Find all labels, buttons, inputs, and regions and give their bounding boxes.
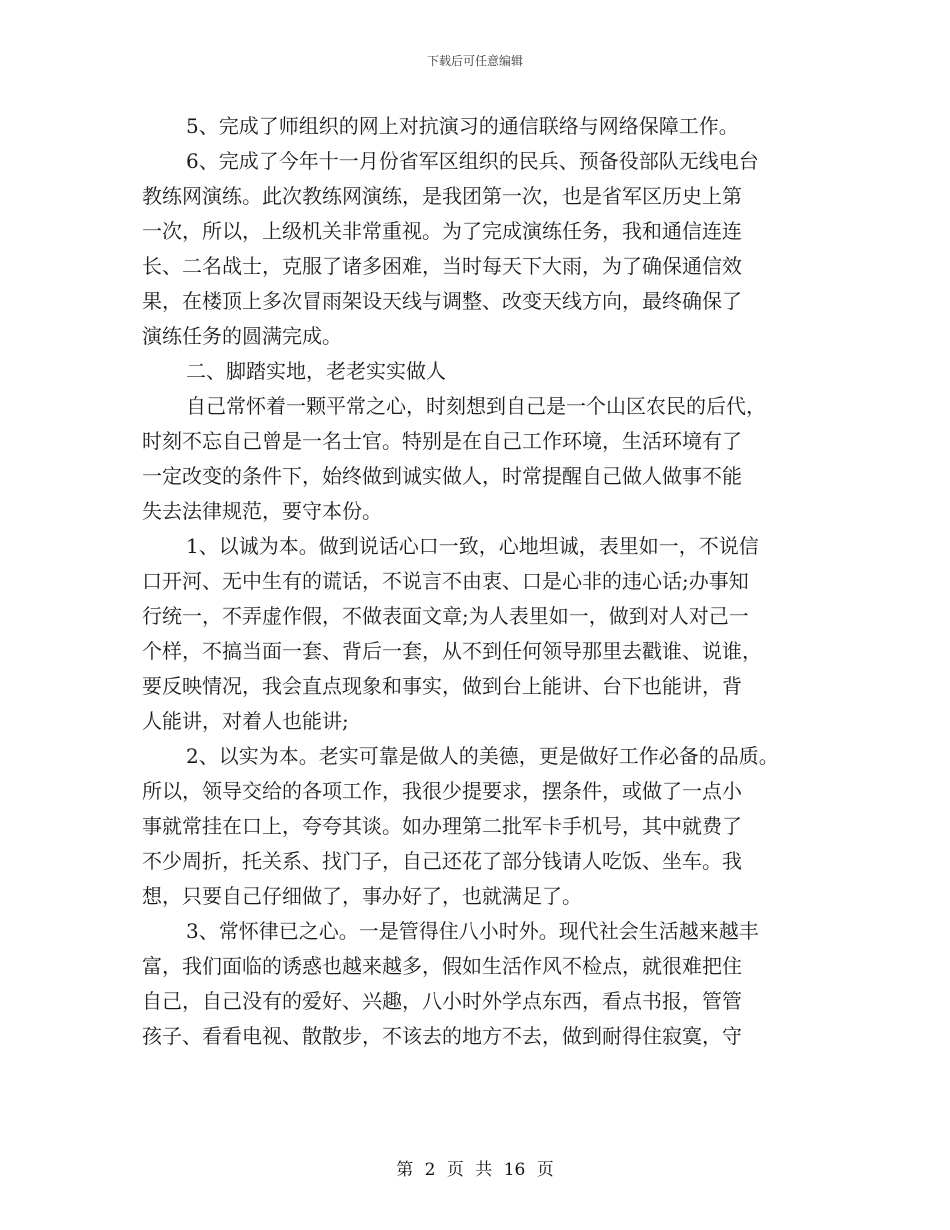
page-footer: 第 2 页 共 16 页 bbox=[396, 1160, 554, 1180]
text-line: 失去法律规范，要守本份。 bbox=[142, 499, 382, 523]
text-line: 不少周折，托关系、找门子，自己还花了部分钱请人吃饭、坐车。我 bbox=[142, 849, 742, 873]
text-line: 3、常怀律已之心。一是管得住八小时外。现代社会生活越来越丰 bbox=[186, 919, 759, 943]
text-line: 行统一，不弄虚作假，不做表面文章;为人表里如一，做到对人对己一 bbox=[142, 604, 749, 628]
text-line: 口开河、无中生有的谎话，不说言不由衷、口是心非的违心话;办事知 bbox=[142, 569, 749, 593]
text-line: 一次，所以，上级机关非常重视。为了完成演练任务，我和通信连连 bbox=[142, 219, 742, 243]
section-heading: 二、脚踏实地，老老实实做人 bbox=[186, 359, 446, 383]
text-line: 教练网演练。此次教练网演练，是我团第一次，也是省军区历史上第 bbox=[142, 184, 742, 208]
text-line: 果，在楼顶上多次冒雨架设天线与调整、改变天线方向，最终确保了 bbox=[142, 289, 742, 313]
text-line: 想，只要自己仔细做了，事办好了，也就满足了。 bbox=[142, 884, 582, 908]
text-line: 人能讲，对着人也能讲; bbox=[142, 709, 349, 733]
text-line: 自己常怀着一颗平常之心，时刻想到自己是一个山区农民的后代， bbox=[186, 394, 766, 418]
text-line: 自己，自己没有的爱好、兴趣，八小时外学点东西，看点书报，管管 bbox=[142, 989, 742, 1013]
text-line: 5、完成了师组织的网上对抗演习的通信联络与网络保障工作。 bbox=[186, 114, 739, 138]
text-line: 1、以诚为本。做到说话心口一致，心地坦诚，表里如一，不说信 bbox=[186, 534, 759, 558]
text-line: 要反映情况，我会直点现象和事实，做到台上能讲、台下也能讲，背 bbox=[142, 674, 742, 698]
text-line: 2、以实为本。老实可靠是做人的美德，更是做好工作必备的品质。 bbox=[186, 744, 779, 768]
text-line: 事就常挂在口上，夸夸其谈。如办理第二批军卡手机号，其中就费了 bbox=[142, 814, 742, 838]
text-line: 个样，不搞当面一套、背后一套，从不到任何领导那里去戳谁、说谁， bbox=[142, 639, 762, 663]
page-header: 下载后可任意编辑 bbox=[426, 54, 523, 68]
text-line: 所以，领导交给的各项工作，我很少提要求，摆条件，或做了一点小 bbox=[142, 779, 742, 803]
text-line: 长、二名战士，克服了诸多困难，当时每天下大雨，为了确保通信效 bbox=[142, 254, 742, 278]
text-line: 演练任务的圆满完成。 bbox=[142, 324, 342, 348]
document-body bbox=[142, 109, 824, 1054]
text-line: 富，我们面临的诱惑也越来越多，假如生活作风不检点，就很难把住 bbox=[142, 954, 742, 978]
text-line: 一定改变的条件下，始终做到诚实做人，时常提醒自己做人做事不能 bbox=[142, 464, 742, 488]
text-line: 6、完成了今年十一月份省军区组织的民兵、预备役部队无线电台 bbox=[186, 149, 759, 173]
text-line: 时刻不忘自己曾是一名士官。特别是在自己工作环境，生活环境有了 bbox=[142, 429, 742, 453]
text-line: 孩子、看看电视、散散步，不该去的地方不去，做到耐得住寂寞，守 bbox=[142, 1024, 742, 1048]
